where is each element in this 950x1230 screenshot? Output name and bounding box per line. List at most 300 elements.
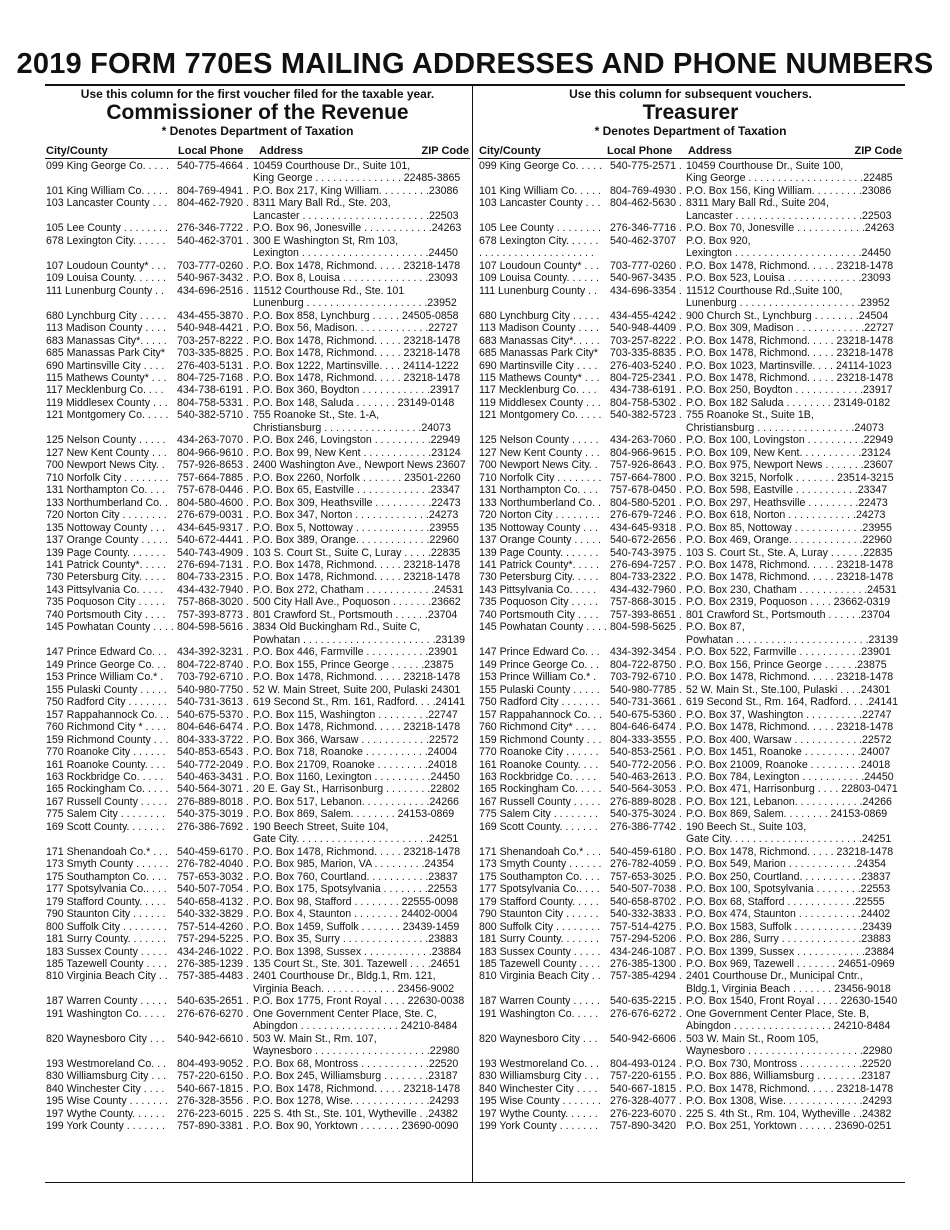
table-row bbox=[45, 434, 470, 446]
table-row bbox=[478, 522, 903, 534]
table-row bbox=[478, 571, 903, 583]
row-address: One Government Center Place, Ste. B, bbox=[686, 1007, 870, 1020]
table-row bbox=[45, 197, 470, 209]
row-phone: 276-386-7692 . bbox=[177, 820, 249, 833]
row-phone: 757-393-8651 . bbox=[610, 608, 682, 621]
table-row bbox=[478, 409, 903, 421]
row-phone: 804-725-2341 . bbox=[610, 371, 682, 384]
row-city: . . . . . . . . . . . . . . . . . . . . bbox=[479, 247, 594, 260]
row-phone: 757-514-4260 . bbox=[177, 920, 249, 933]
row-address: P.O. Box 784, Lexington . . . . . . . . . . .24450 bbox=[686, 770, 894, 783]
header-city: City/County bbox=[46, 145, 108, 157]
row-phone: 276-403-5240 . bbox=[610, 359, 682, 372]
row-city: 159 Richmond County . . . bbox=[46, 733, 169, 746]
row-phone: 540-463-2613 . bbox=[610, 770, 682, 783]
table-row bbox=[478, 272, 903, 284]
table-row bbox=[478, 596, 903, 608]
table-row bbox=[45, 260, 470, 272]
row-city: 191 Washington Co. . . . . bbox=[479, 1007, 599, 1020]
row-phone: 757-220-6150 . bbox=[177, 1070, 249, 1083]
row-city: 770 Roanoke City . . . . . . bbox=[479, 746, 599, 759]
row-city: 735 Poquoson City . . . . . bbox=[46, 596, 165, 609]
table-row bbox=[478, 222, 903, 234]
row-address: 103 S. Court St., Suite C, Luray . . . . .22835 bbox=[253, 546, 461, 559]
row-address: 190 Beech St., Suite 103, bbox=[686, 820, 807, 833]
row-address: 135 Court St., Ste. 301. Tazewell . . . .24651 bbox=[253, 958, 461, 970]
row-city: 735 Poquoson City . . . . . bbox=[479, 596, 598, 609]
row-city: 101 King William Co. . . . . bbox=[46, 184, 168, 197]
row-address: P.O. Box 869, Salem. . . . . . . . 24153-0869 bbox=[686, 808, 888, 821]
table-row bbox=[478, 447, 903, 459]
row-city: 187 Warren County . . . . . bbox=[479, 995, 600, 1008]
row-phone: 276-385-1239 . bbox=[177, 958, 249, 970]
row-city: 109 Louisa County. . . . . . bbox=[479, 272, 599, 285]
row-address: 500 City Hall Ave., Poquoson . . . . . . .23662 bbox=[253, 596, 461, 609]
table-row bbox=[45, 447, 470, 459]
table-row bbox=[45, 995, 470, 1007]
header-zip: ZIP Code bbox=[421, 145, 469, 157]
row-city: 685 Manassas Park City* bbox=[46, 347, 165, 360]
row-address: 2401 Courthouse Dr., Bldg.1, Rm. 121, bbox=[253, 970, 436, 983]
row-phone: 276-889-8018 . bbox=[177, 795, 249, 808]
row-address: P.O. Box 469, Orange. . . . . . . . . . . . .22960 bbox=[686, 534, 892, 547]
table-row bbox=[45, 946, 470, 958]
row-city: 147 Prince Edward Co. . . bbox=[46, 646, 167, 659]
row-address: 619 Second St., Rm. 164, Radford. . . .24141 bbox=[686, 696, 899, 709]
row-city: 121 Montgomery Co. . . . . bbox=[46, 409, 169, 422]
table-row bbox=[45, 696, 470, 708]
row-city: 710 Norfolk City . . . . . . . . bbox=[46, 471, 169, 484]
table-row bbox=[478, 422, 903, 434]
row-city: 179 Stafford County. . . . . bbox=[479, 895, 599, 908]
table-row bbox=[45, 335, 470, 347]
row-address: P.O. Box 1399, Sussex . . . . . . . . . . . .23884 bbox=[686, 945, 895, 958]
row-phone: 276-328-3556 . bbox=[177, 1095, 249, 1108]
row-address: P.O. Box 245, Williamsburg . . . . . . . .23187 bbox=[253, 1070, 458, 1083]
row-address: P.O. Box 217, King William. . . . . . . . .23086 bbox=[253, 184, 459, 197]
row-city: 135 Nottoway County . . . bbox=[46, 521, 165, 534]
table-row bbox=[45, 297, 470, 309]
table-row bbox=[478, 1008, 903, 1020]
table-row bbox=[45, 472, 470, 484]
row-phone: 434-246-1087 . bbox=[610, 945, 682, 958]
row-phone: 540-564-3071 . bbox=[177, 783, 249, 796]
table-row bbox=[45, 584, 470, 596]
row-city: 157 Rappahannock Co. . . bbox=[479, 708, 603, 721]
table-row bbox=[45, 646, 470, 658]
row-phone: 540-658-8702 . bbox=[610, 895, 682, 908]
row-city: 183 Sussex County . . . . . bbox=[46, 945, 168, 958]
table-row bbox=[45, 896, 470, 908]
row-city: 163 Rockbridge Co. . . . . bbox=[46, 770, 164, 783]
row-address: P.O. Box 471, Harrisonburg . . . . 22803-0471 bbox=[686, 783, 898, 796]
row-address: P.O. Box 1478, Richmond. . . . . 23218-1478 bbox=[253, 347, 461, 360]
table-row bbox=[478, 384, 903, 396]
row-address: P.O. Box 87, bbox=[686, 621, 745, 634]
row-address: P.O. Box 869, Salem. . . . . . . . 24153-0869 bbox=[253, 808, 455, 821]
row-address: P.O. Box 730, Montross . . . . . . . . . . .22520 bbox=[686, 1057, 892, 1070]
row-phone: 540-942-6606 . bbox=[610, 1032, 682, 1045]
row-address: P.O. Box 297, Heathsville . . . . . . . . .22473 bbox=[686, 496, 888, 509]
row-city: 197 Wythe County. . . . . . bbox=[479, 1107, 598, 1120]
row-address: P.O. Box 522, Farmville . . . . . . . . . . .23901 bbox=[686, 646, 891, 659]
row-address: Christiansburg . . . . . . . . . . . . . . . . .24073 bbox=[253, 421, 451, 434]
row-phone: 540-459-6180 . bbox=[610, 845, 682, 858]
row-city: 195 Wise County . . . . . . . bbox=[479, 1095, 601, 1108]
row-city: 177 Spotsylvania Co.. . . . bbox=[46, 883, 167, 896]
row-phone: 540-731-3661 . bbox=[610, 696, 682, 709]
row-phone: 434-432-7960 . bbox=[610, 583, 682, 596]
table-row bbox=[478, 1095, 903, 1107]
row-city: 145 Powhatan County . . . . bbox=[46, 621, 174, 634]
row-phone: 804-493-0124 . bbox=[610, 1057, 682, 1070]
table-row bbox=[45, 571, 470, 583]
row-phone: 434-645-9317 . bbox=[177, 521, 249, 534]
row-city: 193 Westmoreland Co. . . bbox=[479, 1057, 599, 1070]
row-address: P.O. Box 366, Warsaw . . . . . . . . . . . .22572 bbox=[253, 733, 459, 746]
row-address: P.O. Box 1478, Richmond. . . . . 23218-1478 bbox=[253, 259, 461, 272]
table-row bbox=[478, 297, 903, 309]
table-row bbox=[45, 235, 470, 247]
row-address: P.O. Box 886, Williamsburg . . . . . . . .23187 bbox=[686, 1070, 891, 1083]
row-city: 111 Lunenburg County . . bbox=[46, 284, 164, 297]
row-city: 141 Patrick County*. . . . . bbox=[479, 559, 600, 571]
table-row bbox=[45, 759, 470, 771]
row-city: 690 Martinsville City . . . . bbox=[46, 359, 165, 372]
table-row bbox=[45, 497, 470, 509]
row-address: P.O. Box 1478, Richmond. . . . . 23218-1478 bbox=[686, 845, 894, 858]
row-city: 119 Middlesex County . . . bbox=[46, 396, 168, 409]
row-phone: 757-664-7885 . bbox=[177, 471, 249, 484]
table-row bbox=[45, 659, 470, 671]
row-city: 181 Surry County. . . . . . . bbox=[479, 933, 599, 946]
row-address: P.O. Box 5, Nottoway . . . . . . . . . . . . .23955 bbox=[253, 521, 459, 534]
row-city: 185 Tazewell County . . . . bbox=[46, 958, 168, 970]
row-phone: 434-696-2516 . bbox=[177, 284, 249, 297]
table-row bbox=[478, 347, 903, 359]
row-city: 127 New Kent County . . . bbox=[479, 446, 600, 459]
row-phone: 540-675-5360 . bbox=[610, 708, 682, 721]
row-phone: 540-948-4421 . bbox=[177, 322, 249, 335]
row-phone: 804-333-3555 . bbox=[610, 733, 682, 746]
row-city: 165 Rockingham Co. . . . . bbox=[479, 783, 602, 796]
row-city: 155 Pulaski County . . . . . bbox=[479, 683, 600, 696]
row-address: 52 W. Main Street, Suite 200, Pulaski 24301 bbox=[253, 683, 461, 696]
header-address: Address bbox=[688, 145, 733, 157]
row-city: 137 Orange County . . . . . bbox=[46, 534, 168, 547]
row-phone: 804-646-6474 . bbox=[177, 721, 249, 734]
row-address: Lexington . . . . . . . . . . . . . . . . . . . . . .24450 bbox=[686, 247, 891, 260]
row-city: 173 Smyth County . . . . . . bbox=[479, 858, 602, 871]
table-row bbox=[478, 260, 903, 272]
row-phone: 804-722-8740 . bbox=[177, 658, 249, 671]
table-row bbox=[478, 1033, 903, 1045]
header-zip: ZIP Code bbox=[854, 145, 902, 157]
row-city: 199 York County . . . . . . . bbox=[46, 1120, 165, 1133]
row-city: 099 King George Co. . . . . bbox=[479, 160, 603, 172]
table-row bbox=[478, 335, 903, 347]
row-phone: 540-672-2656 . bbox=[610, 534, 682, 547]
table-row bbox=[45, 671, 470, 683]
row-address: P.O. Box 1308, Wise. . . . . . . . . . . . . .24293 bbox=[686, 1095, 892, 1108]
row-phone: 276-346-7716 . bbox=[610, 222, 682, 235]
row-city: 121 Montgomery Co. . . . . bbox=[479, 409, 602, 422]
row-city: 830 Williamsburg City . . . bbox=[46, 1070, 167, 1083]
table-row bbox=[45, 983, 470, 995]
header-address: Address bbox=[259, 145, 304, 157]
row-phone: 703-335-8825 . bbox=[177, 347, 249, 360]
row-phone: 540-667-1815 . bbox=[177, 1082, 249, 1095]
header-phone: Local Phone bbox=[178, 145, 244, 157]
table-header bbox=[45, 145, 470, 159]
row-address: 10459 Courthouse Dr., Suite 100, bbox=[686, 160, 844, 172]
row-phone: 757-653-3025 . bbox=[610, 870, 682, 883]
row-phone: 804-462-5630 . bbox=[610, 197, 682, 210]
table-row bbox=[478, 771, 903, 783]
treasurer-column bbox=[478, 86, 903, 1133]
row-city: 678 Lexington City. . . . . . bbox=[479, 234, 599, 247]
column-subheading: * Denotes Department of Taxation bbox=[161, 124, 354, 138]
row-phone: 804-966-9610 . bbox=[177, 446, 249, 459]
table-row bbox=[478, 235, 903, 247]
row-address: P.O. Box 1459, Suffolk . . . . . . . 23439-1459 bbox=[253, 920, 460, 933]
row-city: 720 Norton City . . . . . . . . bbox=[479, 509, 600, 522]
table-row bbox=[478, 883, 903, 895]
row-address: 10459 Courthouse Dr., Suite 101, bbox=[253, 160, 411, 172]
row-city: 155 Pulaski County . . . . . bbox=[46, 683, 167, 696]
table-row bbox=[45, 709, 470, 721]
row-address: 225 S. 4th St., Rm. 104, Wytheville . .24382 bbox=[686, 1107, 892, 1120]
row-phone: 276-679-7246 . bbox=[610, 509, 682, 522]
table-row bbox=[45, 1108, 470, 1120]
row-address: Waynesboro . . . . . . . . . . . . . . . . . . . .22980 bbox=[253, 1045, 460, 1058]
row-phone: 804-733-2315 . bbox=[177, 571, 249, 584]
row-phone: 757-294-5225 . bbox=[177, 933, 249, 946]
table-row bbox=[45, 833, 470, 845]
row-city: 139 Page County. . . . . . . bbox=[46, 546, 166, 559]
row-city: 750 Radford City . . . . . . . bbox=[479, 696, 600, 709]
row-phone: 757-868-3020 . bbox=[177, 596, 249, 609]
table-row bbox=[478, 285, 903, 297]
row-address: P.O. Box 446, Farmville . . . . . . . . . . .23901 bbox=[253, 646, 458, 659]
table-row bbox=[478, 659, 903, 671]
row-city: 115 Mathews County* . . . bbox=[46, 371, 167, 384]
table-row bbox=[45, 397, 470, 409]
row-phone: 540-658-4132 . bbox=[177, 895, 249, 908]
table-row bbox=[478, 759, 903, 771]
table-row bbox=[45, 1070, 470, 1082]
row-phone: 434-738-6191 . bbox=[610, 384, 682, 397]
row-phone: 757-664-7800 . bbox=[610, 471, 682, 484]
row-address: Lunenburg . . . . . . . . . . . . . . . . . . . . .23952 bbox=[686, 297, 890, 310]
row-address: P.O. Box 250, Boydton . . . . . . . . . . . .23917 bbox=[686, 384, 893, 397]
row-phone: 540-672-4441 . bbox=[177, 534, 249, 547]
row-address: 20 E. Gay St., Harrisonburg . . . . . . . .22802 bbox=[253, 783, 460, 796]
row-phone: 804-493-9052 . bbox=[177, 1057, 249, 1070]
row-phone: 276-679-0031 . bbox=[177, 509, 249, 522]
row-address: P.O. Box 1478, Richmond. . . . . 23218-1478 bbox=[253, 671, 461, 684]
address-table bbox=[45, 160, 470, 1133]
row-address: P.O. Box 246, Lovingston . . . . . . . . . .22949 bbox=[253, 434, 461, 447]
row-address: 503 W. Main St., Room 105, bbox=[686, 1032, 819, 1045]
table-row bbox=[45, 808, 470, 820]
table-row bbox=[45, 734, 470, 746]
row-address: 225 S. 4th St., Ste. 101, Wytheville . .24382 bbox=[253, 1107, 458, 1120]
row-city: 740 Portsmouth City . . . . bbox=[46, 608, 166, 621]
row-address: P.O. Box 2319, Poquoson . . . . 23662-0319 bbox=[686, 596, 891, 609]
row-address: P.O. Box 523, Louisa . . . . . . . . . . . . .23093 bbox=[686, 272, 891, 285]
table-row bbox=[478, 933, 903, 945]
row-phone: 804-646-6474 . bbox=[610, 721, 682, 734]
table-row bbox=[478, 584, 903, 596]
row-phone: 703-335-8835 . bbox=[610, 347, 682, 360]
column-divider bbox=[472, 86, 473, 1182]
table-row bbox=[45, 1058, 470, 1070]
table-row bbox=[45, 908, 470, 920]
row-city: 161 Roanoke County. . . . bbox=[46, 758, 166, 771]
row-address: P.O. Box 347, Norton . . . . . . . . . . . . .24273 bbox=[253, 509, 459, 522]
row-address: P.O. Box 309, Madison . . . . . . . . . . . .22727 bbox=[686, 322, 894, 335]
row-phone: 540-675-5370 . bbox=[177, 708, 249, 721]
row-phone: 540-507-7038 . bbox=[610, 883, 682, 896]
row-address: Virginia Beach. . . . . . . . . . . . . 23456-9002 bbox=[253, 982, 455, 995]
row-phone: 757-294-5206 . bbox=[610, 933, 682, 946]
row-address: P.O. Box 96, Jonesville . . . . . . . . . . . .24263 bbox=[253, 222, 462, 235]
row-city: 840 Winchester City . . . . bbox=[479, 1082, 598, 1095]
row-address: Gate City. . . . . . . . . . . . . . . . . . . . . . .24251 bbox=[253, 833, 459, 846]
table-row bbox=[45, 222, 470, 234]
row-address: Lunenburg . . . . . . . . . . . . . . . . . . . . .23952 bbox=[253, 297, 457, 310]
row-city: 101 King William Co. . . . . bbox=[479, 184, 601, 197]
table-row bbox=[45, 783, 470, 795]
row-city: 690 Martinsville City . . . . bbox=[479, 359, 598, 372]
row-address: P.O. Box 1540, Front Royal . . . . 22630-1540 bbox=[686, 995, 898, 1008]
row-address: P.O. Box 4, Staunton . . . . . . . . 24402-0004 bbox=[253, 908, 458, 921]
row-city: 840 Winchester City . . . . bbox=[46, 1082, 165, 1095]
row-phone: 276-694-7131 . bbox=[177, 559, 249, 571]
bottom-rule bbox=[45, 1182, 905, 1183]
table-row bbox=[478, 310, 903, 322]
table-row bbox=[45, 559, 470, 571]
row-address: P.O. Box 517, Lebanon. . . . . . . . . . . .24266 bbox=[253, 795, 459, 808]
row-city: 113 Madison County . . . . bbox=[46, 322, 166, 335]
row-city: 103 Lancaster County . . . bbox=[46, 197, 168, 210]
table-row bbox=[45, 609, 470, 621]
row-address: P.O. Box 1775, Front Royal . . . . 22630-0038 bbox=[253, 995, 465, 1008]
row-phone: 703-792-6710 . bbox=[610, 671, 682, 684]
row-phone: 540-775-2571 . bbox=[610, 160, 682, 172]
row-city: 149 Prince George Co. . . bbox=[46, 658, 167, 671]
row-phone: 540-332-3833 . bbox=[610, 908, 682, 921]
row-phone: 804-758-5302 . bbox=[610, 396, 682, 409]
row-address: P.O. Box 109, New Kent. . . . . . . . . . .23124 bbox=[686, 446, 891, 459]
table-row bbox=[45, 285, 470, 297]
table-row bbox=[45, 372, 470, 384]
row-city: 149 Prince George Co. . . bbox=[479, 658, 600, 671]
row-phone: 434-432-7940 . bbox=[177, 583, 249, 596]
table-row bbox=[478, 983, 903, 995]
table-row bbox=[478, 734, 903, 746]
table-row bbox=[45, 883, 470, 895]
table-row bbox=[45, 721, 470, 733]
row-phone: 434-263-7060 . bbox=[610, 434, 682, 447]
table-row bbox=[478, 671, 903, 683]
row-address: P.O. Box 175, Spotsylvania . . . . . . . .22553 bbox=[253, 883, 458, 896]
row-phone: 540-775-4664 . bbox=[177, 160, 249, 172]
row-address: P.O. Box 182 Saluda . . . . . . . . 23149-0182 bbox=[686, 396, 891, 409]
row-address: Abingdon . . . . . . . . . . . . . . . . . 24210-8484 bbox=[686, 1020, 891, 1033]
row-phone: 804-580-4600 . bbox=[177, 496, 249, 509]
table-row bbox=[478, 1120, 903, 1132]
table-row bbox=[478, 970, 903, 982]
row-phone: 804-598-5625 . bbox=[610, 621, 682, 634]
row-city: 107 Loudoun County* . . . bbox=[479, 259, 600, 272]
row-phone: 757-220-6155 . bbox=[610, 1070, 682, 1083]
row-city: 810 Virginia Beach City . . bbox=[479, 970, 601, 983]
table-row bbox=[45, 621, 470, 633]
column-note: Use this column for the first voucher filed for the taxable year. bbox=[80, 87, 435, 101]
row-phone: 804-733-2322 . bbox=[610, 571, 682, 584]
row-phone: 540-382-5710 . bbox=[177, 409, 249, 422]
table-row bbox=[45, 1045, 470, 1057]
row-address: P.O. Box 1478, Richmond. . . . . 23218-1478 bbox=[253, 371, 461, 384]
row-city: 680 Lynchburg City . . . . . bbox=[479, 309, 600, 322]
table-row bbox=[45, 634, 470, 646]
row-city: 730 Petersburg City. . . . . bbox=[46, 571, 166, 584]
table-row bbox=[478, 921, 903, 933]
row-address: Christiansburg . . . . . . . . . . . . . . . . .24073 bbox=[686, 421, 884, 434]
row-phone: 804-333-3722 . bbox=[177, 733, 249, 746]
row-address: Lancaster . . . . . . . . . . . . . . . . . . . . . .22503 bbox=[253, 209, 459, 222]
row-address: P.O. Box 121, Lebanon. . . . . . . . . . . .24266 bbox=[686, 795, 892, 808]
table-row bbox=[478, 846, 903, 858]
row-address: 2400 Washington Ave., Newport News 23607 bbox=[253, 459, 466, 472]
row-phone: 540-382-5723 . bbox=[610, 409, 682, 422]
row-phone: 757-926-8643 . bbox=[610, 459, 682, 472]
row-city: 125 Nelson County . . . . . bbox=[46, 434, 166, 447]
row-address: P.O. Box 35, Surry . . . . . . . . . . . . . . .23883 bbox=[253, 933, 458, 946]
row-address: P.O. Box 272, Chatham . . . . . . . . . . . .24531 bbox=[253, 583, 464, 596]
row-address: P.O. Box 85, Nottoway . . . . . . . . . . . .23955 bbox=[686, 521, 892, 534]
row-city: 133 Northumberland Co. . bbox=[479, 496, 601, 509]
row-phone: 276-223-6070 . bbox=[610, 1107, 682, 1120]
row-city: 760 Richmond City* . . . . bbox=[479, 721, 597, 734]
row-phone: 540-635-2651 . bbox=[177, 995, 249, 1008]
row-phone: 804-725-7168 . bbox=[177, 371, 249, 384]
row-city: 183 Sussex County . . . . . bbox=[479, 945, 601, 958]
row-address: Lancaster . . . . . . . . . . . . . . . . . . . . . .22503 bbox=[686, 209, 892, 222]
row-city: 187 Warren County . . . . . bbox=[46, 995, 167, 1008]
table-row bbox=[478, 995, 903, 1007]
table-row bbox=[45, 322, 470, 334]
row-phone: 804-769-4930 . bbox=[610, 184, 682, 197]
row-phone: 434-392-3231 . bbox=[177, 646, 249, 659]
row-phone: 540-743-4909 . bbox=[177, 546, 249, 559]
table-row bbox=[478, 534, 903, 546]
row-city: 181 Surry County. . . . . . . bbox=[46, 933, 166, 946]
table-row bbox=[45, 522, 470, 534]
row-city: 133 Northumberland Co. . bbox=[46, 496, 168, 509]
table-row bbox=[45, 858, 470, 870]
row-address: P.O. Box 309, Heathsville . . . . . . . . . .22473 bbox=[253, 496, 461, 509]
row-city: 153 Prince William Co.* . bbox=[46, 671, 164, 684]
table-row bbox=[478, 1108, 903, 1120]
row-city: 137 Orange County . . . . . bbox=[479, 534, 601, 547]
table-row bbox=[45, 1095, 470, 1107]
row-address: P.O. Box 155, Prince George . . . . . .23875 bbox=[253, 658, 454, 671]
table-row bbox=[45, 247, 470, 259]
row-address: 11512 Courthouse Rd.,Suite 100, bbox=[686, 284, 843, 297]
